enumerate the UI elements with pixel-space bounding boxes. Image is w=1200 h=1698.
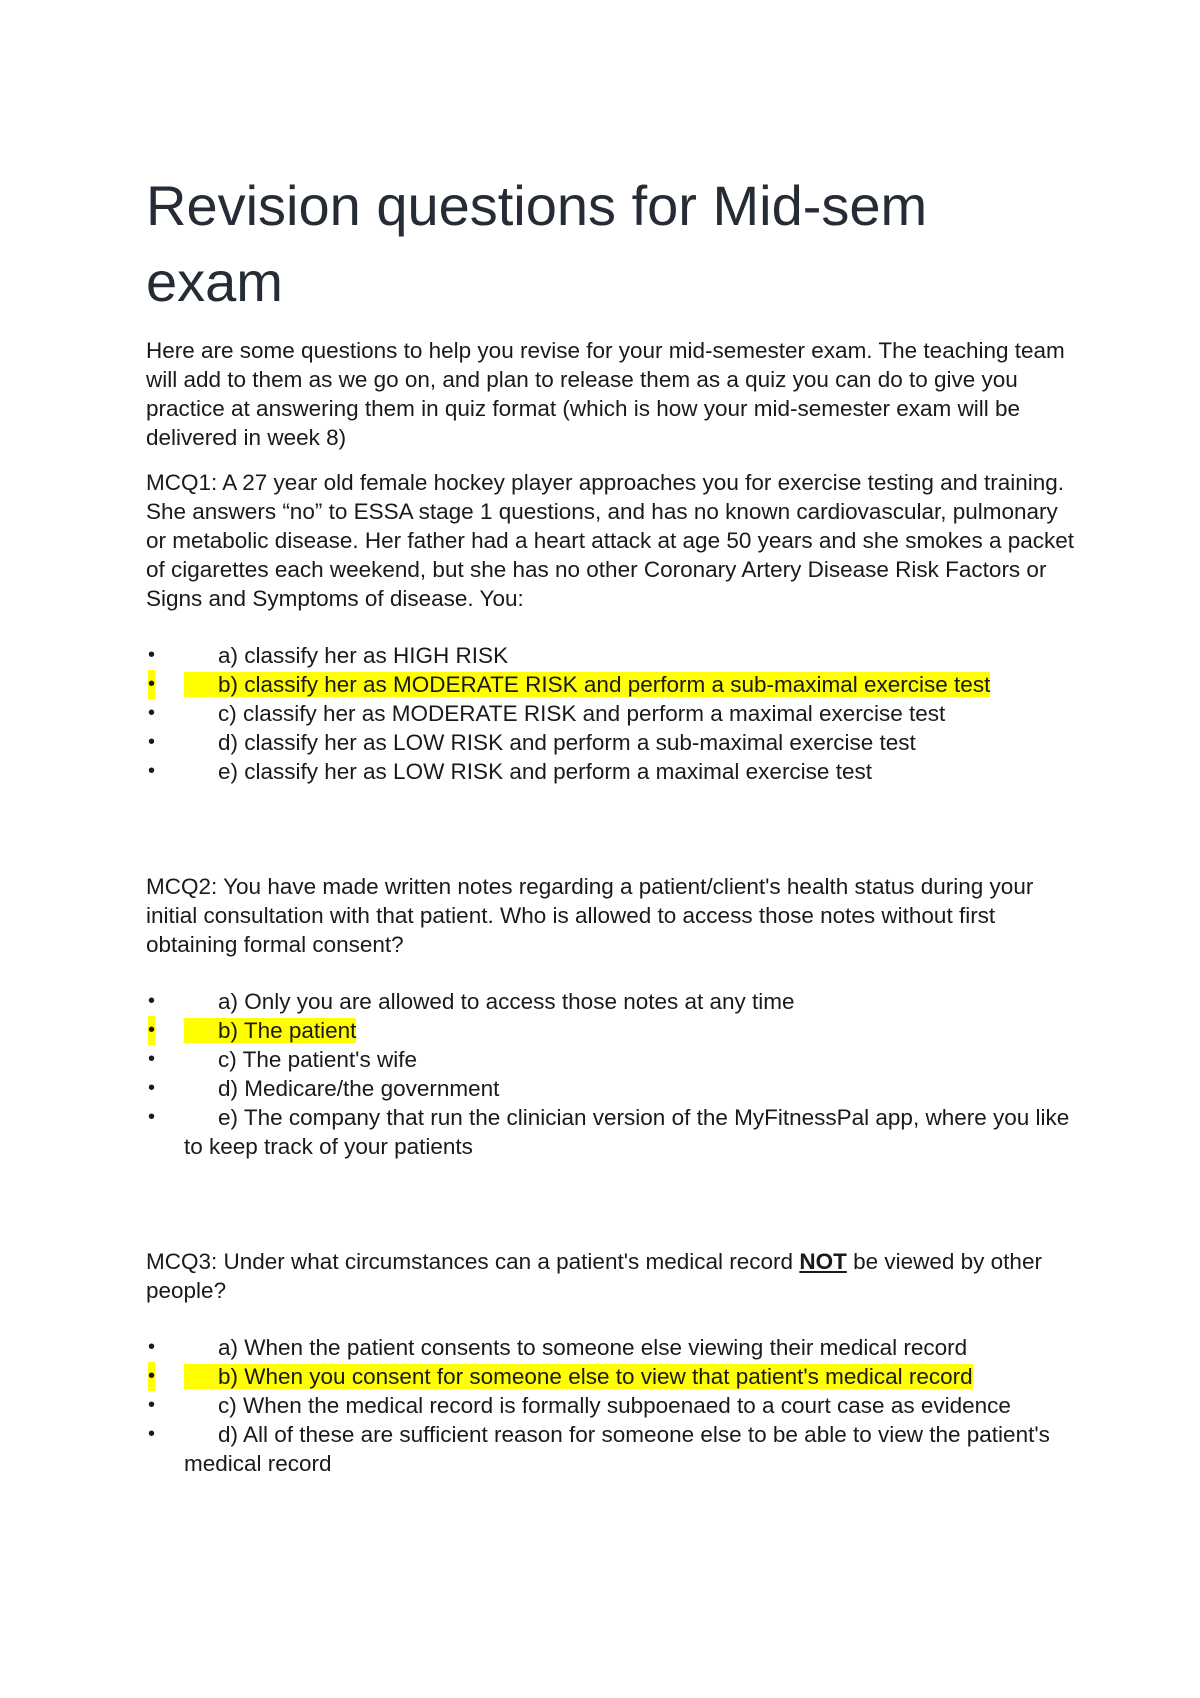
question-2-options [146,987,1076,1161]
option-text: c) The patient's wife [218,1047,417,1072]
question-3-stem-emphasis: NOT [799,1249,847,1274]
question-3 [146,1247,1076,1478]
option-text-highlighted: b) When you consent for someone else to view that patient's medical record [184,1364,973,1389]
question-2-option-a [146,987,1076,1016]
question-1-option-b [146,670,1076,699]
question-3-option-a [146,1333,1076,1362]
question-1-option-c [146,699,1076,728]
bullet-icon: • [148,1016,155,1045]
bullet-icon: • [148,760,156,782]
question-3-option-d [146,1420,1076,1478]
question-1 [146,468,1076,786]
question-2-option-b [146,1016,1076,1045]
bullet-icon: • [148,644,156,666]
bullet-icon: • [148,1048,156,1070]
option-text: d) All of these are sufficient reason for someone else to be able to view the patient's medical record [184,1422,1050,1476]
question-2-option-c [146,1045,1076,1074]
option-text: d) Medicare/the government [218,1076,500,1101]
option-text: e) The company that run the clinician version of the MyFitnessPal app, where you like to keep track of your patients [184,1105,1070,1159]
document-title: Revision questions for Mid-sem exam [146,174,928,313]
bullet-icon: • [148,702,156,724]
question-3-option-b [146,1362,1076,1391]
bullet-icon: • [148,1106,156,1128]
bullet-icon: • [148,670,155,699]
question-2 [146,872,1076,1161]
document-page [146,168,1076,1478]
option-text: a) Only you are allowed to access those notes at any time [218,989,795,1014]
option-text: a) When the patient consents to someone else viewing their medical record [218,1335,968,1360]
question-2-stem: MCQ2: You have made written notes regarding a patient/client's health status during your initial consultation with that patient. Who is allowed to access those notes without first obtaining formal consent? [146,874,1034,957]
bullet-icon: • [148,1336,156,1358]
question-3-stem-after: be viewed by other people? [146,1249,1042,1303]
question-2-option-d [146,1074,1076,1103]
bullet-icon: • [148,1362,155,1391]
option-text: d) classify her as LOW RISK and perform a sub-maximal exercise test [218,730,916,755]
question-2-option-e [146,1103,1076,1161]
question-3-option-c [146,1391,1076,1420]
option-text: c) When the medical record is formally subpoenaed to a court case as evidence [218,1393,1011,1418]
question-1-option-d [146,728,1076,757]
spacer [146,786,1076,872]
intro-paragraph: Here are some questions to help you revise for your mid-semester exam. The teaching team will add to them as we go on, and plan to release them as a quiz you can do to give you practice at answering them in quiz format (which is how your mid-semester exam will be delivered in week 8) [146,338,1065,450]
question-1-options [146,641,1076,786]
bullet-icon: • [148,1077,156,1099]
option-text: a) classify her as HIGH RISK [218,643,509,668]
bullet-icon: • [148,731,156,753]
question-1-option-a [146,641,1076,670]
question-1-stem: MCQ1: A 27 year old female hockey player approaches you for exercise testing and training. She answers “no” to ESSA stage 1 questions, and has no known cardiovascular, pulmonary or metabolic disease. Her father had a heart attack at age 50 years and she smokes a packet of cigarettes each weekend, but she has no other Coronary Artery Disease Risk Factors or Signs and Symptoms of disease. You: [146,470,1075,611]
option-text-highlighted: b) The patient [184,1018,356,1043]
question-3-options [146,1333,1076,1478]
spacer [146,1161,1076,1247]
option-text-highlighted: b) classify her as MODERATE RISK and perform a sub-maximal exercise test [184,672,990,697]
option-text: c) classify her as MODERATE RISK and perform a maximal exercise test [218,701,946,726]
bullet-icon: • [148,1394,156,1416]
bullet-icon: • [148,990,156,1012]
question-3-stem-before: MCQ3: Under what circumstances can a patient's medical record [146,1249,800,1274]
question-3-stem [146,1247,1076,1305]
option-text: e) classify her as LOW RISK and perform a maximal exercise test [218,759,872,784]
question-1-option-e [146,757,1076,786]
bullet-icon: • [148,1423,156,1445]
